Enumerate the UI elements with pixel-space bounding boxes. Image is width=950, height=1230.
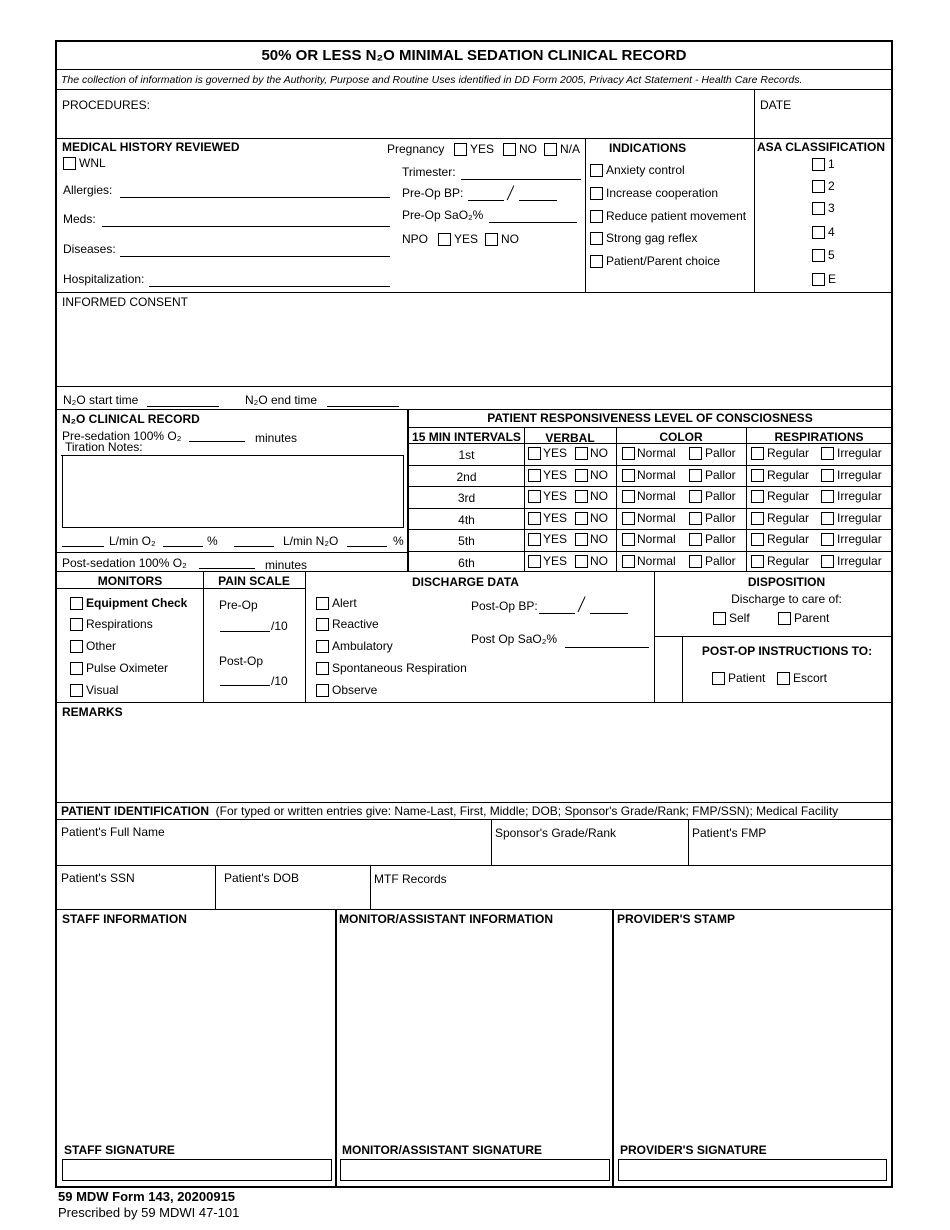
monitor-respirations-checkbox[interactable] — [70, 618, 83, 631]
color-normal-label-5: Normal — [637, 532, 676, 547]
postsedation-minutes: minutes — [265, 558, 308, 572]
instructions-patient-label: Patient — [728, 671, 766, 685]
procedures-field[interactable] — [152, 94, 752, 134]
staff-info-heading: STAFF INFORMATION — [62, 912, 187, 926]
asa-1-label: 1 — [828, 157, 835, 171]
pain-postop-scale: /10 — [271, 674, 288, 688]
verbal-yes-label-2: YES — [543, 467, 568, 482]
pregnancy-yes-label: YES — [470, 142, 495, 156]
indication-cooperation-label: Increase cooperation — [606, 186, 719, 200]
informed-consent-field[interactable] — [60, 310, 888, 384]
indication-anxiety-checkbox[interactable] — [590, 164, 603, 177]
resp-irregular-checkbox-3[interactable] — [821, 490, 834, 503]
informed-consent-label: INFORMED CONSENT — [62, 295, 188, 309]
ambulatory-checkbox[interactable] — [316, 640, 329, 653]
color-pallor-label-3: Pallor — [705, 489, 736, 504]
form-id: 59 MDW Form 143, 20200915 — [58, 1189, 236, 1204]
indication-choice-label: Patient/Parent choice — [606, 254, 721, 268]
discharge-care-label: Discharge to care of: — [731, 592, 842, 606]
patient-id-heading — [61, 804, 838, 818]
resp-irregular-label-6: Irregular — [837, 554, 882, 568]
patient-ssn-label: Patient's SSN — [61, 871, 135, 885]
postop-instructions-heading: POST-OP INSTRUCTIONS TO: — [701, 644, 873, 658]
titration-notes-field[interactable] — [62, 456, 404, 528]
verbal-no-checkbox-1[interactable] — [575, 447, 588, 460]
verbal-no-label-1: NO — [590, 446, 608, 460]
verbal-no-checkbox-4[interactable] — [575, 512, 588, 525]
privacy-statement: The collection of information is governed by the Authority, Purpose and Routine Uses identified in DD Form 2005, Privacy Act Statement - Health Care Records. — [61, 74, 803, 86]
pain-preop-field[interactable] — [220, 631, 270, 632]
color-pallor-checkbox-3[interactable] — [689, 490, 702, 503]
lmin-o2-field[interactable] — [62, 546, 104, 547]
hospitalization-field[interactable] — [149, 286, 390, 287]
clinical-record-form — [55, 40, 893, 1188]
resp-regular-label-4: Regular — [767, 510, 810, 525]
provider-stamp-heading: PROVIDER'S STAMP — [617, 912, 735, 926]
n2o-percent-field[interactable] — [347, 546, 387, 547]
interval-col-header: 15 MIN INTERVALS — [412, 430, 521, 444]
indication-gag-checkbox[interactable] — [590, 232, 603, 245]
staff-signature-label: STAFF SIGNATURE — [64, 1143, 175, 1157]
color-pallor-label-1: Pallor — [705, 446, 736, 460]
presedation-field[interactable] — [189, 441, 245, 442]
asa-5-label: 5 — [828, 248, 835, 262]
monitor-signature-label: MONITOR/ASSISTANT SIGNATURE — [342, 1143, 543, 1157]
verbal-yes-checkbox-2[interactable] — [528, 469, 541, 482]
hospitalization-label: Hospitalization: — [63, 272, 145, 286]
lmin-o2-label: L/min O₂ — [109, 534, 156, 548]
wnl-checkbox[interactable] — [63, 157, 76, 170]
color-normal-checkbox-1[interactable] — [622, 447, 635, 460]
responsiveness-heading: PATIENT RESPONSIVENESS LEVEL OF CONSCIOSNESS — [487, 411, 813, 425]
instructions-escort-label: Escort — [793, 671, 828, 685]
interval-label-1: 1st — [458, 448, 475, 462]
verbal-yes-checkbox-4[interactable] — [528, 512, 541, 525]
interval-label-6: 6th — [458, 556, 475, 570]
pregnancy-no-label: NO — [519, 142, 537, 156]
resp-regular-label-2: Regular — [767, 467, 810, 482]
alert-label: Alert — [332, 596, 357, 610]
diseases-field[interactable] — [120, 256, 390, 257]
color-pallor-label-6: Pallor — [705, 554, 736, 568]
indications-heading: INDICATIONS — [609, 141, 687, 155]
discharge-self-label: Self — [729, 611, 750, 625]
prescribed-by: Prescribed by 59 MDWI 47-101 — [58, 1205, 240, 1220]
procedures-label: PROCEDURES: — [62, 98, 151, 112]
color-col-header: COLOR — [659, 430, 703, 444]
interval-label-2: 2nd — [456, 469, 477, 484]
n2o-start-field[interactable] — [147, 406, 219, 407]
color-pallor-checkbox-5[interactable] — [689, 533, 702, 546]
spontaneous-respiration-checkbox[interactable] — [316, 662, 329, 675]
diseases-label: Diseases: — [63, 242, 116, 256]
interval-label-5: 5th — [458, 534, 475, 549]
verbal-yes-label-4: YES — [543, 510, 568, 525]
npo-label: NPO — [402, 232, 429, 246]
instructions-escort-checkbox[interactable] — [777, 672, 790, 685]
provider-signature-label: PROVIDER'S SIGNATURE — [620, 1143, 767, 1157]
staff-signature-field[interactable] — [62, 1159, 332, 1181]
verbal-yes-label-6: YES — [543, 554, 568, 568]
color-normal-checkbox-3[interactable] — [622, 490, 635, 503]
monitor-visual-label: Visual — [86, 683, 119, 697]
patient-fmp-label: Patient's FMP — [692, 826, 767, 840]
verbal-no-checkbox-3[interactable] — [575, 490, 588, 503]
color-pallor-label-2: Pallor — [705, 467, 736, 482]
patient-dob-label: Patient's DOB — [224, 871, 299, 885]
asa-5-checkbox[interactable] — [812, 249, 825, 262]
verbal-yes-checkbox-3[interactable] — [528, 490, 541, 503]
verbal-yes-label-1: YES — [543, 446, 568, 460]
titration-label: Tiration Notes: — [65, 440, 143, 454]
color-normal-label-4: Normal — [637, 510, 676, 525]
discharge-parent-label: Parent — [794, 611, 830, 625]
asa-e-label: E — [828, 272, 837, 286]
discharge-parent-checkbox[interactable] — [778, 612, 791, 625]
o2-percent-label: % — [207, 534, 218, 548]
n2o-percent-label: % — [393, 534, 404, 548]
alert-checkbox[interactable] — [316, 597, 329, 610]
indication-movement-label: Reduce patient movement — [606, 209, 747, 223]
provider-signature-field[interactable] — [618, 1159, 887, 1181]
npo-no-label: NO — [501, 232, 519, 246]
resp-irregular-checkbox-2[interactable] — [821, 469, 834, 482]
asa-1-checkbox[interactable] — [812, 158, 825, 171]
preop-bp-label: Pre-Op BP: — [402, 186, 464, 200]
color-normal-checkbox-6[interactable] — [622, 555, 635, 568]
verbal-no-label-4: NO — [590, 510, 608, 525]
patient-name-label: Patient's Full Name — [61, 825, 165, 839]
color-normal-checkbox-5[interactable] — [622, 533, 635, 546]
preop-bp-systolic-field[interactable] — [468, 200, 504, 201]
allergies-label: Allergies: — [63, 183, 113, 197]
date-label: DATE — [760, 98, 792, 112]
preop-sao2-label: Pre-Op SaO₂% — [402, 208, 484, 222]
resp-regular-checkbox-2[interactable] — [751, 469, 764, 482]
n2o-start-label: N₂O start time — [63, 393, 139, 407]
verbal-yes-checkbox-5[interactable] — [528, 533, 541, 546]
monitors-heading: MONITORS — [97, 574, 163, 588]
respirations-col-header: RESPIRATIONS — [774, 430, 864, 444]
verbal-no-label-2: NO — [590, 467, 608, 482]
resp-regular-checkbox-4[interactable] — [751, 512, 764, 525]
pain-preop-scale: /10 — [271, 619, 288, 633]
resp-regular-checkbox-1[interactable] — [751, 447, 764, 460]
monitor-signature-field[interactable] — [340, 1159, 610, 1181]
medical-history-heading: MEDICAL HISTORY REVIEWED — [62, 140, 240, 154]
verbal-no-checkbox-5[interactable] — [575, 533, 588, 546]
reactive-label: Reactive — [332, 617, 379, 631]
resp-regular-label-6: Regular — [767, 554, 810, 568]
interval-label-3: 3rd — [457, 491, 476, 506]
postop-bp-diastolic-field[interactable] — [590, 613, 628, 614]
date-field[interactable] — [757, 114, 887, 138]
patient-id-note: (For typed or written entries give: Name-Last, First, Middle; DOB; Sponsor's Grade/Rank; FMP/SSN); Medical Facility — [215, 804, 839, 818]
resp-regular-label-5: Regular — [767, 532, 810, 547]
verbal-no-label-3: NO — [590, 489, 608, 504]
pregnancy-na-label: N/A — [560, 142, 581, 156]
postsedation-field[interactable] — [199, 568, 255, 569]
meds-label: Meds: — [63, 212, 96, 226]
resp-irregular-label-4: Irregular — [837, 510, 882, 525]
verbal-no-label-6: NO — [590, 554, 608, 568]
asa-2-checkbox[interactable] — [812, 180, 825, 193]
pregnancy-no-checkbox[interactable] — [503, 143, 516, 156]
instructions-patient-checkbox[interactable] — [712, 672, 725, 685]
verbal-no-checkbox-6[interactable] — [575, 555, 588, 568]
trimester-field[interactable] — [461, 179, 581, 180]
preop-sao2-field[interactable] — [489, 222, 577, 223]
indication-cooperation-checkbox[interactable] — [590, 187, 603, 200]
presedation-minutes: minutes — [255, 431, 298, 445]
color-normal-label-1: Normal — [637, 446, 676, 460]
discharge-self-checkbox[interactable] — [713, 612, 726, 625]
resp-regular-checkbox-3[interactable] — [751, 490, 764, 503]
indication-anxiety-label: Anxiety control — [606, 163, 685, 177]
verbal-yes-label-5: YES — [543, 532, 568, 547]
color-normal-label-6: Normal — [637, 554, 676, 568]
pregnancy-na-checkbox[interactable] — [544, 143, 557, 156]
n2o-end-field[interactable] — [327, 406, 399, 407]
color-normal-label-2: Normal — [637, 467, 676, 482]
resp-irregular-label-1: Irregular — [837, 446, 882, 460]
resp-irregular-label-5: Irregular — [837, 532, 882, 547]
pain-preop-label: Pre-Op — [219, 598, 258, 612]
presedation-label: Pre-sedation 100% O₂ — [62, 429, 182, 443]
npo-yes-checkbox[interactable] — [438, 233, 451, 246]
discharge-data-heading: DISCHARGE DATA — [412, 575, 519, 589]
monitor-visual-checkbox[interactable] — [70, 684, 83, 697]
monitor-other-checkbox[interactable] — [70, 640, 83, 653]
reactive-checkbox[interactable] — [316, 618, 329, 631]
resp-regular-checkbox-5[interactable] — [751, 533, 764, 546]
indication-movement-checkbox[interactable] — [590, 210, 603, 223]
remarks-field[interactable] — [60, 722, 888, 800]
resp-regular-label-3: Regular — [767, 489, 810, 504]
pain-postop-label: Post-Op — [219, 654, 264, 668]
preop-bp-diastolic-field[interactable] — [519, 200, 557, 201]
disposition-heading: DISPOSITION — [747, 575, 826, 589]
interval-label-4: 4th — [458, 512, 475, 527]
asa-3-checkbox[interactable] — [812, 202, 825, 215]
color-pallor-label-5: Pallor — [705, 532, 736, 547]
verbal-col-header: VERBAL — [545, 431, 595, 445]
resp-regular-checkbox-6[interactable] — [751, 555, 764, 568]
remarks-label: REMARKS — [62, 705, 123, 719]
indication-gag-label: Strong gag reflex — [606, 231, 698, 245]
verbal-yes-checkbox-6[interactable] — [528, 555, 541, 568]
wnl-label: WNL — [79, 156, 106, 170]
postsedation-label: Post-sedation 100% O₂ — [62, 556, 187, 570]
pregnancy-label: Pregnancy — [387, 142, 445, 156]
postop-sao2-field[interactable] — [565, 647, 649, 648]
asa-e-checkbox[interactable] — [812, 273, 825, 286]
npo-no-checkbox[interactable] — [485, 233, 498, 246]
trimester-label: Trimester: — [402, 165, 456, 179]
resp-irregular-label-3: Irregular — [837, 489, 882, 504]
asa-4-label: 4 — [828, 225, 835, 239]
npo-yes-label: YES — [454, 232, 479, 246]
mtf-records-label: MTF Records — [374, 872, 447, 886]
postop-bp-label: Post-Op BP: — [471, 599, 538, 613]
sponsor-grade-label: Sponsor's Grade/Rank — [495, 826, 617, 840]
monitor-info-heading: MONITOR/ASSISTANT INFORMATION — [339, 912, 553, 926]
color-normal-label-3: Normal — [637, 489, 676, 504]
verbal-no-checkbox-2[interactable] — [575, 469, 588, 482]
monitor-respirations-label: Respirations — [86, 617, 153, 631]
monitor-pulse-ox-checkbox[interactable] — [70, 662, 83, 675]
color-pallor-label-4: Pallor — [705, 510, 736, 525]
spontaneous-respiration-label: Spontaneous Respiration — [332, 661, 467, 675]
color-pallor-checkbox-4[interactable] — [689, 512, 702, 525]
meds-field[interactable] — [102, 226, 390, 227]
verbal-no-label-5: NO — [590, 532, 608, 547]
monitor-pulse-ox-label: Pulse Oximeter — [86, 661, 169, 675]
resp-irregular-checkbox-5[interactable] — [821, 533, 834, 546]
resp-irregular-label-2: Irregular — [837, 467, 882, 482]
verbal-yes-label-3: YES — [543, 489, 568, 504]
postop-sao2-label: Post Op SaO₂% — [471, 632, 558, 646]
color-pallor-checkbox-6[interactable] — [689, 555, 702, 568]
asa-3-label: 3 — [828, 201, 835, 215]
verbal-yes-checkbox-1[interactable] — [528, 447, 541, 460]
color-normal-checkbox-2[interactable] — [622, 469, 635, 482]
postop-bp-systolic-field[interactable] — [539, 613, 575, 614]
resp-irregular-checkbox-6[interactable] — [821, 555, 834, 568]
asa-2-label: 2 — [828, 179, 835, 193]
clinical-record-heading: N₂O CLINICAL RECORD — [62, 412, 200, 426]
ambulatory-label: Ambulatory — [332, 639, 393, 653]
color-pallor-checkbox-2[interactable] — [689, 469, 702, 482]
resp-irregular-checkbox-4[interactable] — [821, 512, 834, 525]
allergies-field[interactable] — [120, 197, 390, 198]
pain-postop-field[interactable] — [220, 685, 270, 686]
n2o-end-label: N₂O end time — [245, 393, 318, 407]
lmin-n2o-label: L/min N₂O — [283, 534, 339, 548]
pain-scale-heading: PAIN SCALE — [218, 574, 290, 588]
pregnancy-yes-checkbox[interactable] — [454, 143, 467, 156]
o2-percent-field[interactable] — [163, 546, 203, 547]
asa-heading: ASA CLASSIFICATION — [757, 140, 885, 154]
monitor-equipment-checkbox[interactable] — [70, 597, 83, 610]
observe-label: Observe — [332, 683, 378, 697]
color-normal-checkbox-4[interactable] — [622, 512, 635, 525]
monitor-other-label: Other — [86, 639, 117, 653]
lmin-n2o-field[interactable] — [234, 546, 274, 547]
patient-id-title: PATIENT IDENTIFICATION — [61, 804, 209, 818]
resp-regular-label-1: Regular — [767, 446, 810, 460]
observe-checkbox[interactable] — [316, 684, 329, 697]
resp-irregular-checkbox-1[interactable] — [821, 447, 834, 460]
form-title: 50% OR LESS N₂O MINIMAL SEDATION CLINICAL RECORD — [261, 47, 687, 64]
monitor-equipment-label: Equipment Check — [86, 596, 188, 610]
indication-choice-checkbox[interactable] — [590, 255, 603, 268]
color-pallor-checkbox-1[interactable] — [689, 447, 702, 460]
asa-4-checkbox[interactable] — [812, 226, 825, 239]
